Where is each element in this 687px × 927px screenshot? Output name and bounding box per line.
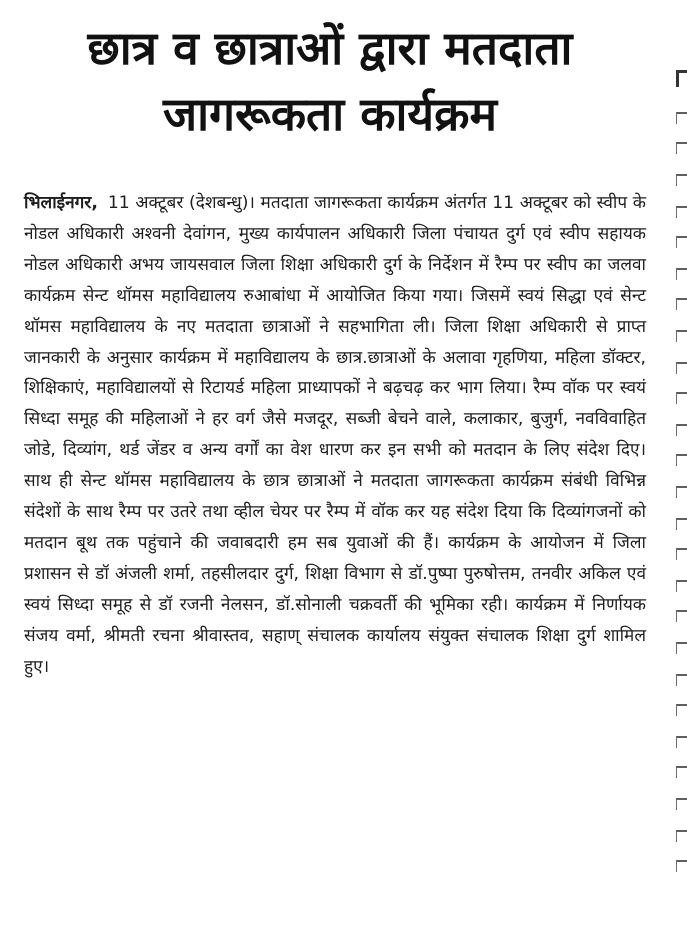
article-body xyxy=(24,188,646,683)
headline-line-2: जागरूकता कार्यक्रम xyxy=(163,87,497,141)
adjacent-text-fragment xyxy=(676,704,687,716)
adjacent-text-fragment xyxy=(676,454,687,466)
headline-line-1: छात्र व छात्राओं द्वारा मतदाता xyxy=(87,21,573,75)
adjacent-text-fragment xyxy=(676,298,687,310)
adjacent-column-fragment xyxy=(672,0,687,927)
adjacent-text-fragment xyxy=(676,860,687,872)
adjacent-text-fragment xyxy=(676,174,687,186)
adjacent-text-fragment xyxy=(676,236,687,248)
adjacent-text-fragment xyxy=(676,112,687,124)
adjacent-text-fragment xyxy=(676,798,687,810)
adjacent-text-fragment xyxy=(676,330,687,342)
adjacent-text-fragment xyxy=(676,766,687,778)
adjacent-text-fragment xyxy=(676,548,687,560)
adjacent-text-fragment xyxy=(676,424,687,436)
article-paragraph xyxy=(24,188,646,683)
adjacent-text-fragment xyxy=(676,206,687,218)
adjacent-text-fragment xyxy=(676,830,687,842)
adjacent-text-fragment xyxy=(676,674,687,686)
adjacent-text-fragment xyxy=(676,142,687,154)
adjacent-text-fragment xyxy=(676,268,687,280)
adjacent-text-fragment xyxy=(676,518,687,530)
adjacent-text-fragment xyxy=(676,362,687,374)
adjacent-text-fragment xyxy=(676,580,687,592)
adjacent-text-fragment xyxy=(676,736,687,748)
adjacent-text-fragment xyxy=(676,642,687,654)
adjacent-text-fragment xyxy=(676,392,687,404)
adjacent-text-fragment xyxy=(676,610,687,622)
adjacent-text-fragment xyxy=(676,70,687,87)
adjacent-text-fragment xyxy=(676,486,687,498)
dateline-place: भिलाईनगर, xyxy=(24,193,98,213)
article-body-text: 11 अक्टूबर (देशबन्धु)। मतदाता जागरूकता कार्यक्रम अंतर्गत 11 अक्टूबर को स्वीप के नोडल अधिकारी अश्वनी देवांगन, मुख्य कार्यपालन अधिकारी जिला पंचायत दुर्ग एवं स्वीप सहायक नोडल अधिकारी अभय जायसवाल जिला शिक्षा अधिकारी दुर्ग के निर्देशन में रैम्प पर स्वीप का जलवा कार्यक्रम सेन्ट थॉमस महाविद्यालय रुआबांधा में आयोजित किया गया। जिसमें स्वयं सिद्धा एवं सेन्ट थॉमस महाविद्यालय के नए मतदाता छात्राओं ने सहभागिता ली। जिला शिक्षा अधिकारी से प्राप्त जानकारी के अनुसार कार्यक्रम में महाविद्यालय के छात्र.छात्राओं के अलावा गृहणिया, महिला डॉक्टर, शिक्षिकाएं, महाविद्यालयों से रिटायर्ड महिला प्राध्यापकों ने बढ़चढ़ कर भाग लिया। रैम्प वॉक पर स्वयं सिध्दा समूह की महिलाओं ने हर वर्ग जैसे मजदूर, सब्जी बेचने वाले, कलाकार, बुजुर्ग, नवविवाहित जोडे, दिव्यांग, थर्ड जेंडर व अन्य वर्गों का वेश धारण कर इन सभी को मतदान के लिए संदेश दिए। साथ ही सेन्ट थॉमस महाविद्यालय के छात्र छात्राओं ने मतदाता जागरूकता कार्यक्रम संबंधी विभिन्न संदेशों के साथ रैम्प पर उतरे तथा व्हील चेयर पर रैम्प में वॉक कर यह संदेश दिया कि दिव्यांगजनों को मतदान बूथ तक पहुंचाने की जवाबदारी हम सब युवाओं की हैं। कार्यक्रम के आयोजन में जिला प्रशासन से डॉ अंजली शर्मा, तहसीलदार दुर्ग, शिक्षा विभाग से डॉ.पुष्पा पुरुषोत्तम, तनवीर अकिल एवं स्वयं सिध्दा समूह से डॉ रजनी नेलसन, डॉ.सोनाली चक्रवर्ती की भूमिका रही। कार्यक्रम में निर्णायक संजय वर्मा, श्रीमती रचना श्रीवास्तव, सहाण् संचालक कार्यालय संयुक्त संचालक शिक्षा दुर्ग शामिल हुए। xyxy=(24,193,646,677)
